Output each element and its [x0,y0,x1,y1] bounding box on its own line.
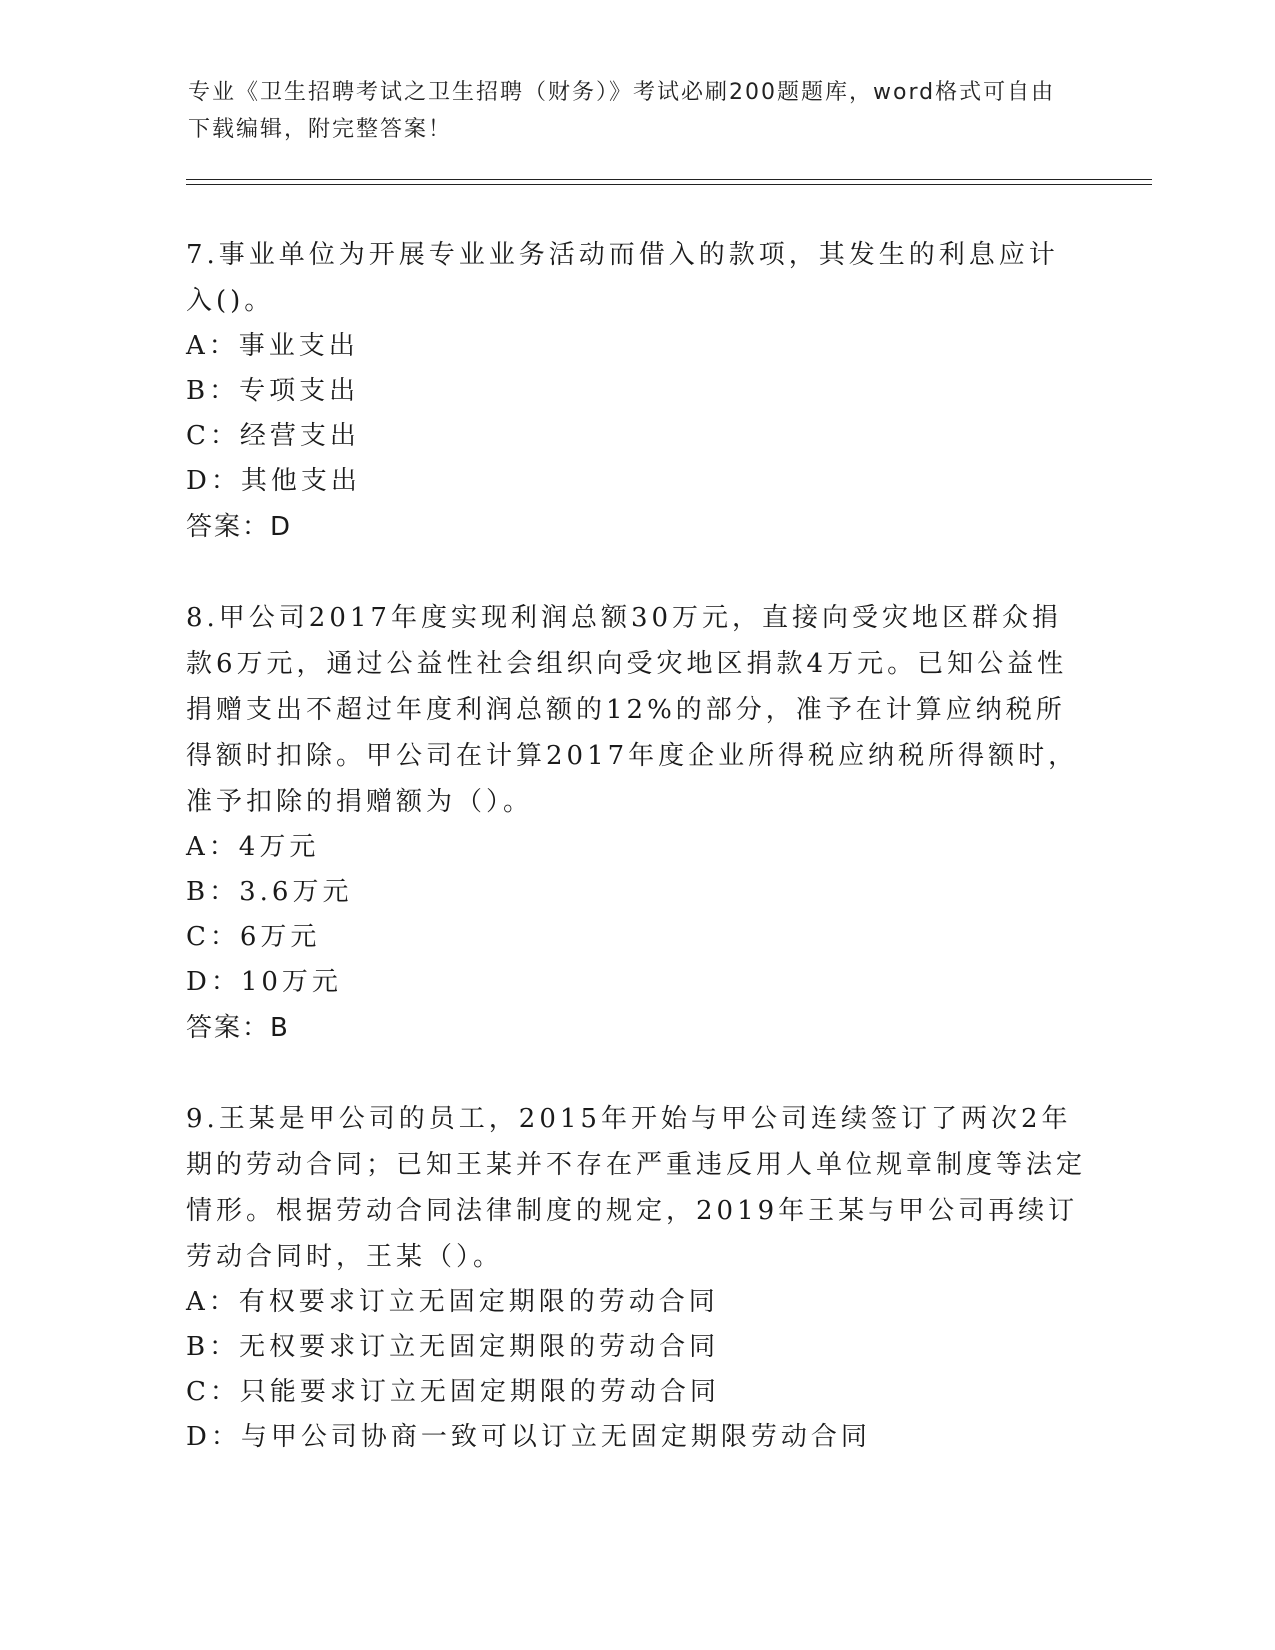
question-text: 8.甲公司2017年度实现利润总额30万元，直接向受灾地区群众捐款6万元，通过公益性社会组织向受灾地区捐款4万元。已知公益性捐赠支出不超过年度利润总额的12%的部分，准予在计算应纳税所得额时扣除。甲公司在计算2017年度企业所得税应纳税所得额时，准予扣除的捐赠额为（）。 [186,603,1079,817]
question-9 [186,1096,1086,1460]
option-c: C：6万元 [186,922,321,952]
option-c: C：经营支出 [186,421,360,451]
option-b: B：3.6万元 [186,877,353,907]
document-header: 专业《卫生招聘考试之卫生招聘（财务）》考试必刷200题题库，word格式可自由下载编辑，附完整答案！ [188,80,1056,142]
option-d: D：10万元 [186,967,342,997]
option-b: B：专项支出 [186,376,360,406]
question-8 [186,595,1086,1051]
question-7 [186,232,1086,550]
header-divider-top [186,179,1152,180]
question-text: 9.王某是甲公司的员工，2015年开始与甲公司连续签订了两次2年期的劳动合同；已知王某并不存在严重违反用人单位规章制度等法定情形。根据劳动合同法律制度的规定，2019年王某与甲公司再续订劳动合同时，王某（）。 [186,1104,1087,1272]
option-a: A：事业支出 [186,331,359,361]
option-d: D：与甲公司协商一致可以订立无固定期限劳动合同 [186,1422,871,1452]
question-list [186,232,1086,1505]
answer-line: 答案：B [186,1013,290,1043]
option-b: B：无权要求订立无固定期限的劳动合同 [186,1332,720,1362]
option-a: A：4万元 [186,832,320,862]
option-d: D：其他支出 [186,466,361,496]
header-divider-bottom [186,184,1152,185]
answer-line: 答案：D [186,512,293,542]
option-c: C：只能要求订立无固定期限的劳动合同 [186,1377,720,1407]
question-text: 7.事业单位为开展专业业务活动而借入的款项，其发生的利息应计入()。 [186,240,1059,316]
option-a: A：有权要求订立无固定期限的劳动合同 [186,1287,719,1317]
